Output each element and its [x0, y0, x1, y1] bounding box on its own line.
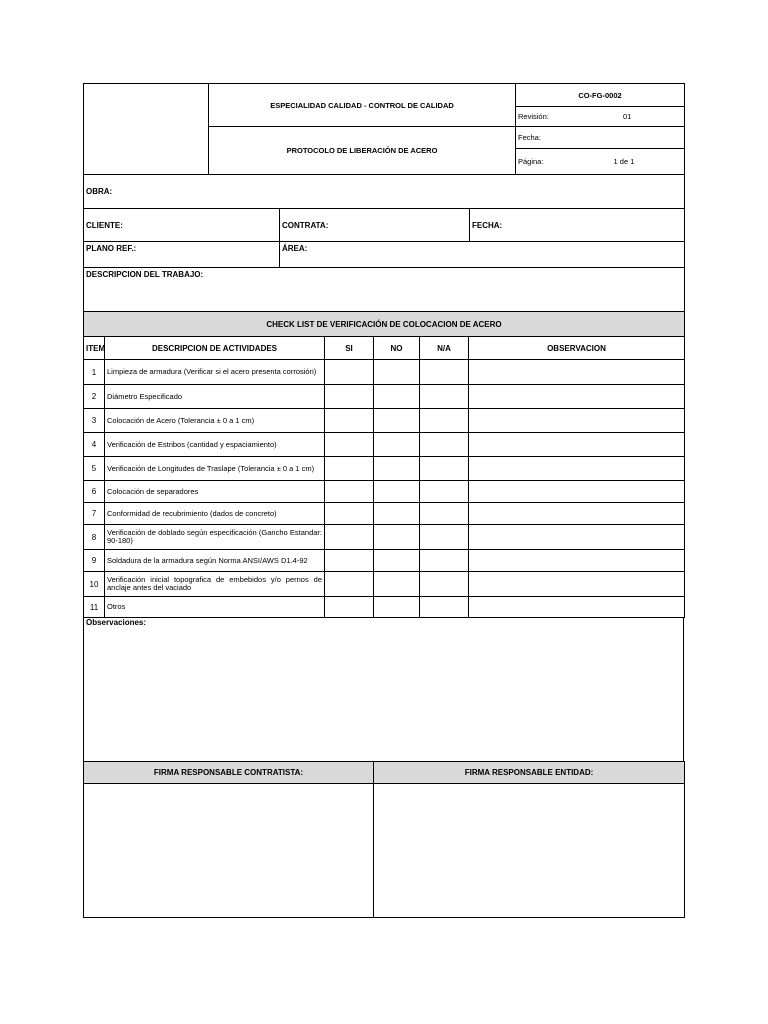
si-cell[interactable]	[325, 385, 374, 409]
row-desc: Diámetro Especificado	[105, 385, 325, 409]
si-cell[interactable]	[325, 457, 374, 481]
no-cell[interactable]	[374, 385, 420, 409]
firma-entidad-label: FIRMA RESPONSABLE ENTIDAD:	[374, 762, 685, 784]
no-cell[interactable]	[374, 360, 420, 385]
row-desc: Verificación inicial topografica de embebidos y/o pernos de anclaje antes del vaciado	[105, 572, 325, 597]
col-item: ITEM	[84, 337, 105, 360]
form-header	[83, 83, 685, 175]
fecha-header-cell	[516, 127, 685, 149]
row-item: 9	[84, 550, 105, 572]
header-title-1: ESPECIALIDAD CALIDAD - CONTROL DE CALIDAD	[209, 84, 516, 127]
na-cell[interactable]	[420, 385, 469, 409]
na-cell[interactable]	[420, 457, 469, 481]
na-cell[interactable]	[420, 409, 469, 433]
revision-cell	[516, 107, 685, 127]
observacion-cell[interactable]	[469, 572, 685, 597]
fecha-field[interactable]: FECHA:	[470, 209, 685, 242]
plano-field[interactable]: PLANO REF.:	[84, 242, 280, 268]
na-cell[interactable]	[420, 597, 469, 618]
pagina-label: Página:	[518, 157, 544, 166]
col-observacion: OBSERVACION	[469, 337, 685, 360]
form-code: CO-FG-0002	[516, 84, 685, 107]
na-cell[interactable]	[420, 525, 469, 550]
row-desc: Limpieza de armadura (Verificar si el acero presenta corrosión)	[105, 360, 325, 385]
si-cell[interactable]	[325, 597, 374, 618]
row-desc: Verificación de Longitudes de Traslape (Tolerancia ± 0 a 1 cm)	[105, 457, 325, 481]
col-na: N/A	[420, 337, 469, 360]
table-row	[84, 360, 685, 385]
checklist-table	[83, 311, 685, 618]
col-no: NO	[374, 337, 420, 360]
na-cell[interactable]	[420, 481, 469, 503]
observacion-cell[interactable]	[469, 433, 685, 457]
pagina-cell	[516, 149, 685, 175]
si-cell[interactable]	[325, 481, 374, 503]
table-row	[84, 503, 685, 525]
no-cell[interactable]	[374, 503, 420, 525]
row-item: 11	[84, 597, 105, 618]
si-cell[interactable]	[325, 409, 374, 433]
row-desc: Colocación de separadores	[105, 481, 325, 503]
descripcion-field[interactable]: DESCRIPCION DEL TRABAJO:	[84, 268, 685, 312]
observacion-cell[interactable]	[469, 457, 685, 481]
observacion-cell[interactable]	[469, 409, 685, 433]
na-cell[interactable]	[420, 360, 469, 385]
no-cell[interactable]	[374, 572, 420, 597]
row-desc: Conformidad de recubrimiento (dados de concreto)	[105, 503, 325, 525]
header-title-2: PROTOCOLO DE LIBERACIÓN DE ACERO	[209, 127, 516, 175]
row-item: 4	[84, 433, 105, 457]
col-si: SI	[325, 337, 374, 360]
row-item: 1	[84, 360, 105, 385]
table-row	[84, 385, 685, 409]
si-cell[interactable]	[325, 572, 374, 597]
no-cell[interactable]	[374, 433, 420, 457]
observacion-cell[interactable]	[469, 550, 685, 572]
revision-label: Revisión:	[518, 112, 549, 121]
na-cell[interactable]	[420, 503, 469, 525]
si-cell[interactable]	[325, 360, 374, 385]
table-row	[84, 409, 685, 433]
col-descripcion: DESCRIPCION DE ACTIVIDADES	[105, 337, 325, 360]
no-cell[interactable]	[374, 409, 420, 433]
pagina-value: 1 de 1	[613, 157, 635, 166]
table-row	[84, 433, 685, 457]
row-item: 10	[84, 572, 105, 597]
fecha-header-label: Fecha:	[518, 133, 541, 142]
si-cell[interactable]	[325, 550, 374, 572]
no-cell[interactable]	[374, 550, 420, 572]
firma-entidad-box[interactable]	[374, 784, 685, 918]
cliente-field[interactable]: CLIENTE:	[84, 209, 280, 242]
row-item: 2	[84, 385, 105, 409]
quality-form	[83, 83, 684, 918]
no-cell[interactable]	[374, 525, 420, 550]
observacion-cell[interactable]	[469, 360, 685, 385]
observacion-cell[interactable]	[469, 597, 685, 618]
obra-field[interactable]: OBRA:	[84, 175, 685, 209]
row-desc: Soldadura de la armadura según Norma ANSI/AWS D1.4-92	[105, 550, 325, 572]
row-item: 8	[84, 525, 105, 550]
row-item: 5	[84, 457, 105, 481]
si-cell[interactable]	[325, 525, 374, 550]
observaciones-block	[83, 617, 684, 762]
row-item: 6	[84, 481, 105, 503]
checklist-title: CHECK LIST DE VERIFICACIÓN DE COLOCACION DE ACERO	[84, 312, 685, 337]
firma-contratista-box[interactable]	[84, 784, 374, 918]
observacion-cell[interactable]	[469, 525, 685, 550]
row-desc: Verificación de Estribos (cantidad y espaciamiento)	[105, 433, 325, 457]
no-cell[interactable]	[374, 597, 420, 618]
contrata-field[interactable]: CONTRATA:	[280, 209, 470, 242]
row-desc: Verificación de doblado según especificación (Gancho Estandar: 90-180)	[105, 525, 325, 550]
revision-value: 01	[622, 112, 632, 121]
table-row	[84, 550, 685, 572]
row-item: 7	[84, 503, 105, 525]
observaciones-field[interactable]: Observaciones:	[84, 618, 684, 762]
logo-cell	[84, 84, 209, 175]
project-info	[83, 174, 685, 312]
table-row	[84, 525, 685, 550]
observacion-cell[interactable]	[469, 481, 685, 503]
si-cell[interactable]	[325, 433, 374, 457]
table-row	[84, 597, 685, 618]
na-cell[interactable]	[420, 550, 469, 572]
signatures-block	[83, 761, 685, 918]
firma-contratista-label: FIRMA RESPONSABLE CONTRATISTA:	[84, 762, 374, 784]
area-field[interactable]: ÁREA:	[280, 242, 685, 268]
si-cell[interactable]	[325, 503, 374, 525]
no-cell[interactable]	[374, 481, 420, 503]
row-item: 3	[84, 409, 105, 433]
table-row	[84, 481, 685, 503]
table-row	[84, 457, 685, 481]
na-cell[interactable]	[420, 433, 469, 457]
table-row	[84, 572, 685, 597]
na-cell[interactable]	[420, 572, 469, 597]
row-desc: Otros	[105, 597, 325, 618]
row-desc: Colocación de Acero (Tolerancia ± 0 a 1 cm)	[105, 409, 325, 433]
no-cell[interactable]	[374, 457, 420, 481]
observacion-cell[interactable]	[469, 503, 685, 525]
observacion-cell[interactable]	[469, 385, 685, 409]
